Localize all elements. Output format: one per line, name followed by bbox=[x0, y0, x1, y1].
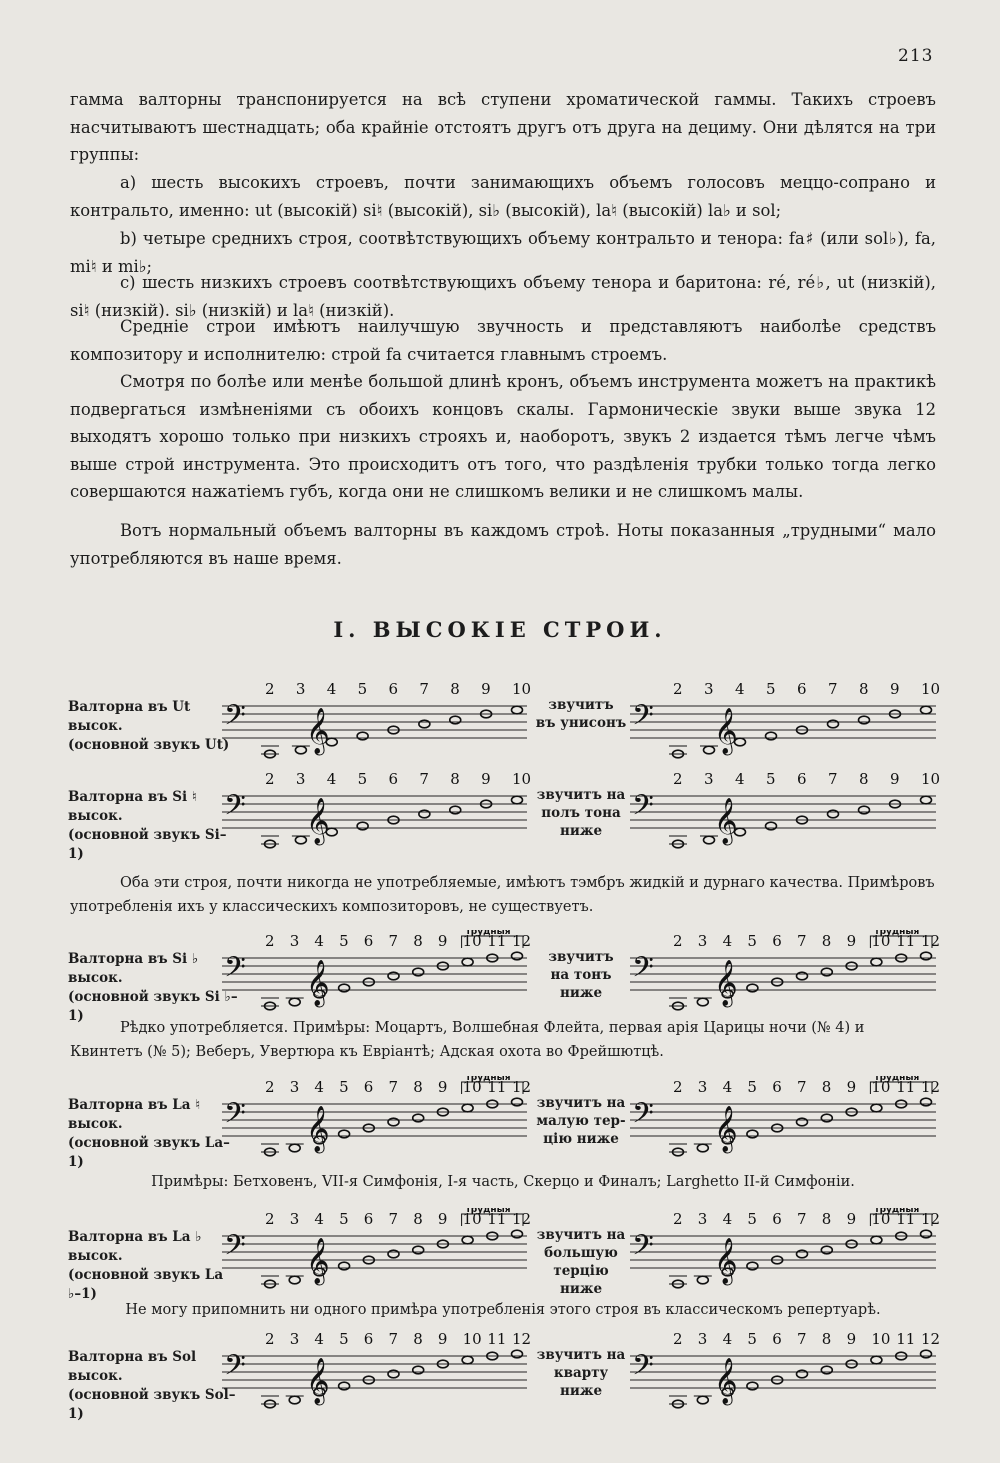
sounding-note bbox=[921, 706, 932, 714]
written-harmonic-number: 8 bbox=[413, 1078, 423, 1096]
written-note bbox=[357, 822, 368, 830]
sounding-note bbox=[828, 810, 839, 818]
sounding-note bbox=[766, 822, 777, 830]
sounds-description-line: звучитъ bbox=[548, 697, 614, 713]
sounds-description-line: звучитъ на bbox=[536, 787, 626, 803]
example-label-line: (основной звукъ Ut) bbox=[68, 737, 230, 753]
sounding-note bbox=[797, 972, 808, 980]
example-label-line: Валторна въ La ♮ bbox=[68, 1097, 201, 1113]
written-note bbox=[462, 1104, 473, 1112]
sounding-bass-clef-icon: 𝄢 bbox=[632, 951, 654, 991]
written-harmonic-number: 8 bbox=[413, 1330, 423, 1348]
sounding-harmonic-number: 4 bbox=[722, 1078, 733, 1096]
sounds-description-line: ниже bbox=[559, 823, 603, 839]
written-harmonic-number: 2 bbox=[265, 680, 275, 698]
written-staff bbox=[222, 930, 532, 1020]
note-si-flat: Рѣдко употребляется. Примѣры: Моцартъ, Волшебная Флейта, первая арія Царицы ночи (№ 4) и Квинтетъ (№ 5); Веберъ, Увертюра къ Евріантѣ; Адская охота во Фрейшютцѣ. bbox=[70, 1020, 865, 1060]
written-harmonic-number: 10 bbox=[512, 680, 532, 698]
sounding-harmonic-number: 8 bbox=[821, 1330, 832, 1348]
paragraph-middle-crooks: Средніе строи имѣютъ наилучшую звучность и представляютъ наиболѣе средствъ композитору и исполнителю: строй fa считается главнымъ строемъ. bbox=[70, 317, 936, 364]
paragraph-group-a: a) шесть высокихъ строевъ, почти занимающихъ объемъ голосовъ меццо-сопрано и контральто, именно: ut (высокій) si♮ (высокій), si♭ (высокій), la♮ (высокій) la♭ и sol; bbox=[70, 173, 936, 220]
written-note bbox=[512, 1350, 523, 1358]
written-harmonic-number: 6 bbox=[388, 770, 399, 788]
written-note bbox=[462, 1236, 473, 1244]
written-harmonic-number: 4 bbox=[326, 770, 337, 788]
written-harmonic-number: 7 bbox=[388, 1210, 399, 1228]
written-harmonic-number: 4 bbox=[314, 932, 324, 950]
written-treble-clef-icon: 𝄞 bbox=[306, 708, 330, 754]
written-harmonic-number: 5 bbox=[357, 770, 368, 788]
sounding-harmonic-number: 6 bbox=[772, 1330, 782, 1348]
written-harmonic-number: 3 bbox=[295, 770, 306, 788]
example-label-line: (основной звукъ Si ♭–1) bbox=[68, 989, 238, 1024]
sounding-note bbox=[704, 746, 715, 754]
paragraph-normal-range: Вотъ нормальный объемъ валторны въ каждомъ строѣ. Ноты показанныя „трудными“ мало употребляются въ наше время. bbox=[70, 521, 936, 568]
sounding-staff bbox=[630, 678, 942, 768]
written-note bbox=[462, 958, 473, 966]
sounding-harmonic-number: 9 bbox=[846, 1210, 857, 1228]
written-harmonic-number: 2 bbox=[265, 932, 275, 950]
sounding-note bbox=[921, 952, 932, 960]
written-harmonic-number: 8 bbox=[450, 770, 460, 788]
written-harmonic-number: 9 bbox=[437, 932, 448, 950]
example-label bbox=[68, 1348, 238, 1424]
written-harmonic-number: 9 bbox=[481, 680, 491, 698]
written-harmonic-number: 9 bbox=[437, 1078, 448, 1096]
sounding-note bbox=[697, 998, 708, 1006]
written-bass-clef-icon: 𝄢 bbox=[224, 1097, 246, 1137]
sounding-treble-clef-icon: 𝄞 bbox=[714, 708, 738, 754]
sounding-difficult-label: трудныя bbox=[874, 1076, 920, 1083]
sounding-difficult-label: трудныя bbox=[874, 930, 920, 937]
sounding-harmonic-number: 10 bbox=[871, 1330, 891, 1348]
written-treble-clef-icon: 𝄞 bbox=[306, 960, 330, 1006]
sounding-harmonic-number: 6 bbox=[772, 932, 782, 950]
written-difficult-label: трудныя bbox=[465, 930, 511, 937]
written-harmonic-number: 4 bbox=[314, 1078, 324, 1096]
sounding-harmonic-number: 7 bbox=[797, 1210, 807, 1228]
sounding-note bbox=[766, 732, 777, 740]
sounding-harmonic-number: 12 bbox=[921, 1210, 941, 1228]
written-note bbox=[413, 1366, 424, 1374]
sounding-harmonic-number: 11 bbox=[896, 1210, 916, 1228]
paragraph-group-c: c) шесть низкихъ строевъ соотвѣтствующихъ объему тенора и баритона: ré, ré♭, ut (низкій), si♮ (низкій). si♭ (низкій) и la♮ (низкій). bbox=[70, 273, 936, 320]
sounding-note bbox=[797, 1118, 808, 1126]
sounding-bass-clef-icon: 𝄢 bbox=[632, 789, 654, 829]
sounding-note bbox=[797, 1250, 808, 1258]
written-note bbox=[512, 796, 523, 804]
sounding-difficult-label: трудныя bbox=[874, 1208, 920, 1215]
written-note bbox=[289, 998, 300, 1006]
sounds-description-line: звучитъ bbox=[548, 949, 614, 965]
sounding-harmonic-number: 4 bbox=[735, 680, 745, 698]
written-note bbox=[413, 1114, 424, 1122]
sounding-harmonic-number: 11 bbox=[896, 1330, 916, 1348]
sounding-treble-clef-icon: 𝄞 bbox=[714, 1106, 738, 1152]
sounding-note bbox=[697, 1276, 708, 1284]
sounding-harmonic-number: 4 bbox=[735, 770, 745, 788]
sounding-treble-clef-icon: 𝄞 bbox=[714, 1238, 738, 1284]
sounding-note bbox=[871, 1104, 882, 1112]
written-harmonic-number: 6 bbox=[363, 932, 374, 950]
sounding-harmonic-number: 10 bbox=[871, 1210, 891, 1228]
written-note bbox=[357, 732, 368, 740]
written-staff bbox=[222, 1208, 532, 1298]
written-bass-clef-icon: 𝄢 bbox=[224, 789, 246, 829]
sounding-note bbox=[697, 1144, 708, 1152]
example-label-line: (основной звукъ La ♭–1) bbox=[68, 1267, 224, 1302]
written-harmonic-number: 3 bbox=[289, 1210, 300, 1228]
sounding-note bbox=[871, 1236, 882, 1244]
written-note bbox=[388, 972, 399, 980]
written-note bbox=[388, 1370, 399, 1378]
written-harmonic-number: 2 bbox=[265, 770, 275, 788]
sounding-note bbox=[697, 1396, 708, 1404]
written-harmonic-number: 3 bbox=[289, 1330, 300, 1348]
sounding-harmonic-number: 3 bbox=[697, 1210, 708, 1228]
sounds-description-line: цію ниже bbox=[543, 1131, 619, 1147]
written-harmonic-number: 2 bbox=[265, 1078, 275, 1096]
written-note bbox=[413, 1246, 424, 1254]
example-label-line: высок. bbox=[68, 1368, 123, 1384]
sounding-bass-clef-icon: 𝄢 bbox=[632, 1097, 654, 1137]
written-harmonic-number: 2 bbox=[265, 1330, 275, 1348]
example-label-line: высок. bbox=[68, 1248, 123, 1264]
written-harmonic-number: 8 bbox=[413, 1210, 423, 1228]
sounding-note bbox=[921, 1350, 932, 1358]
written-harmonic-number: 4 bbox=[314, 1330, 324, 1348]
sounding-staff bbox=[630, 1076, 942, 1166]
sounds-description bbox=[533, 1226, 629, 1298]
sounding-harmonic-number: 6 bbox=[772, 1078, 782, 1096]
sounding-staff bbox=[630, 930, 942, 1020]
written-harmonic-number: 8 bbox=[413, 932, 423, 950]
written-harmonic-number: 3 bbox=[289, 932, 300, 950]
sounding-bass-clef-icon: 𝄢 bbox=[632, 699, 654, 739]
sounding-harmonic-number: 8 bbox=[859, 770, 869, 788]
sounding-harmonic-number: 4 bbox=[722, 932, 733, 950]
written-difficult-label: трудныя bbox=[465, 1076, 511, 1083]
written-harmonic-number: 11 bbox=[487, 1330, 507, 1348]
written-harmonic-number: 2 bbox=[265, 1210, 275, 1228]
sounding-harmonic-number: 9 bbox=[846, 932, 857, 950]
written-note bbox=[295, 746, 306, 754]
sounding-note bbox=[747, 1130, 758, 1138]
sounding-note bbox=[871, 958, 882, 966]
written-harmonic-number: 12 bbox=[512, 932, 532, 950]
sounding-harmonic-number: 3 bbox=[704, 680, 714, 698]
written-harmonic-number: 3 bbox=[289, 1078, 300, 1096]
written-note bbox=[289, 1276, 300, 1284]
sounding-harmonic-number: 3 bbox=[704, 770, 714, 788]
sounding-harmonic-number: 11 bbox=[896, 1078, 916, 1096]
sounding-note bbox=[747, 984, 758, 992]
written-harmonic-number: 9 bbox=[481, 770, 491, 788]
sounds-description-line: ниже bbox=[559, 1383, 603, 1399]
written-note bbox=[512, 1230, 523, 1238]
example-label-line: (основной звукъ Sol–1) bbox=[68, 1387, 236, 1422]
sounding-harmonic-number: 5 bbox=[747, 1210, 757, 1228]
sounding-harmonic-number: 8 bbox=[821, 1210, 832, 1228]
note-la: Примѣры: Бетховенъ, VII-я Симфонія, I-я часть, Скерцо и Финалъ; Larghetto II-й Симфоніи. bbox=[151, 1174, 855, 1190]
sounding-harmonic-number: 7 bbox=[797, 932, 807, 950]
sounding-note bbox=[921, 1230, 932, 1238]
written-treble-clef-icon: 𝄞 bbox=[306, 798, 330, 844]
written-staff bbox=[222, 1076, 532, 1166]
example-label-line: Валторна въ Si ♮ bbox=[68, 789, 197, 805]
written-harmonic-number: 9 bbox=[437, 1330, 448, 1348]
written-harmonic-number: 11 bbox=[487, 1078, 507, 1096]
sounds-description-line: полъ тона bbox=[541, 805, 621, 821]
sounding-note bbox=[921, 1098, 932, 1106]
sounding-harmonic-number: 2 bbox=[673, 932, 683, 950]
note-ut-si: Оба эти строя, почти никогда не употребляемые, имѣютъ тэмбръ жидкій и дурнаго качества. Примѣровъ употребленія ихъ у классическихъ композиторовъ, не существуетъ. bbox=[70, 875, 935, 915]
written-harmonic-number: 5 bbox=[339, 1210, 349, 1228]
example-label bbox=[68, 788, 238, 864]
example-label-line: Валторна въ Sol bbox=[68, 1349, 197, 1365]
sounding-note bbox=[797, 1370, 808, 1378]
sounding-harmonic-number: 5 bbox=[747, 1330, 757, 1348]
written-note bbox=[450, 716, 461, 724]
sounding-harmonic-number: 3 bbox=[697, 1330, 708, 1348]
sounding-harmonic-number: 8 bbox=[859, 680, 869, 698]
sounding-note bbox=[859, 716, 870, 724]
sounding-harmonic-number: 5 bbox=[747, 932, 757, 950]
sounding-harmonic-number: 8 bbox=[821, 932, 832, 950]
section-title: I. ВЫСОКІЕ СТРОИ. bbox=[333, 617, 667, 642]
written-note bbox=[450, 806, 461, 814]
written-bass-clef-icon: 𝄢 bbox=[224, 951, 246, 991]
sounds-description-line: звучитъ на bbox=[536, 1347, 626, 1363]
written-note bbox=[512, 706, 523, 714]
written-note bbox=[462, 1356, 473, 1364]
sounding-harmonic-number: 7 bbox=[797, 1330, 807, 1348]
written-harmonic-number: 11 bbox=[487, 1210, 507, 1228]
written-harmonic-number: 8 bbox=[450, 680, 460, 698]
sounding-harmonic-number: 4 bbox=[722, 1210, 733, 1228]
sounding-note bbox=[821, 1246, 832, 1254]
sounds-description-line: звучитъ на bbox=[536, 1227, 626, 1243]
sounding-harmonic-number: 2 bbox=[673, 770, 683, 788]
sounding-note bbox=[747, 1262, 758, 1270]
example-label-line: Валторна въ Ut bbox=[68, 699, 191, 715]
written-note bbox=[339, 984, 350, 992]
written-harmonic-number: 12 bbox=[512, 1210, 532, 1228]
written-harmonic-number: 5 bbox=[357, 680, 368, 698]
example-label-line: высок. bbox=[68, 718, 123, 734]
sounding-bass-clef-icon: 𝄢 bbox=[632, 1229, 654, 1269]
sounding-staff bbox=[630, 1208, 942, 1298]
sounding-harmonic-number: 3 bbox=[697, 1078, 708, 1096]
written-treble-clef-icon: 𝄞 bbox=[306, 1358, 330, 1404]
sounding-harmonic-number: 2 bbox=[673, 680, 683, 698]
sounding-harmonic-number: 5 bbox=[766, 770, 776, 788]
sounds-description-line: большую bbox=[544, 1245, 618, 1261]
sounding-harmonic-number: 3 bbox=[697, 932, 708, 950]
sounds-description bbox=[533, 786, 629, 840]
sounding-harmonic-number: 9 bbox=[890, 770, 900, 788]
sounding-harmonic-number: 5 bbox=[766, 680, 776, 698]
written-harmonic-number: 10 bbox=[462, 1210, 482, 1228]
written-harmonic-number: 5 bbox=[339, 932, 349, 950]
paragraph-intro: гамма валторны транспонируется на всѣ ступени хроматической гаммы. Такихъ строевъ насчитываютъ шестнадцать; оба крайніе отстоятъ другъ отъ друга на дециму. Они дѣлятся на три группы: bbox=[70, 90, 936, 165]
written-harmonic-number: 6 bbox=[363, 1078, 374, 1096]
sounding-note bbox=[921, 796, 932, 804]
written-harmonic-number: 9 bbox=[437, 1210, 448, 1228]
written-harmonic-number: 11 bbox=[487, 932, 507, 950]
example-label bbox=[68, 1096, 238, 1172]
written-harmonic-number: 7 bbox=[388, 1078, 399, 1096]
written-harmonic-number: 7 bbox=[388, 1330, 399, 1348]
paragraph-group-b: b) четыре среднихъ строя, соотвѣтствующихъ объему контральто и тенора: fa♯ (или sol♭), fa, mi♮ и mi♭; bbox=[70, 229, 936, 276]
sounding-harmonic-number: 6 bbox=[772, 1210, 782, 1228]
paragraph-range: Смотря по болѣе или менѣе большой длинѣ кронъ, объемъ инструмента можетъ на практикѣ подвергаться измѣненіями съ обоихъ концовъ скалы. Гармоническіе звуки выше звука 12 выходятъ хорошо только при низкихъ строяхъ и, наоборотъ, звукъ 2 издается тѣмъ легче чѣмъ выше строй инструмента. Это происходитъ отъ того, что раздѣленія трубки только тогда легко совершаются нажатіемъ губъ, когда они не слишкомъ велики и не слишкомъ малы. bbox=[70, 372, 936, 502]
sounding-harmonic-number: 2 bbox=[673, 1210, 683, 1228]
sounds-description-line: кварту bbox=[553, 1365, 609, 1381]
sounds-description-line: терцію ниже bbox=[553, 1263, 609, 1297]
sounding-harmonic-number: 6 bbox=[797, 680, 807, 698]
sounding-note bbox=[821, 1114, 832, 1122]
sounding-staff bbox=[630, 768, 942, 858]
written-harmonic-number: 7 bbox=[419, 770, 429, 788]
written-note bbox=[388, 1118, 399, 1126]
sounding-harmonic-number: 12 bbox=[921, 932, 941, 950]
written-harmonic-number: 10 bbox=[512, 770, 532, 788]
written-harmonic-number: 4 bbox=[314, 1210, 324, 1228]
written-harmonic-number: 3 bbox=[295, 680, 306, 698]
sounding-harmonic-number: 12 bbox=[921, 1330, 941, 1348]
written-note bbox=[419, 810, 430, 818]
sounding-harmonic-number: 9 bbox=[846, 1078, 857, 1096]
written-note bbox=[512, 1098, 523, 1106]
example-label-line: высок. bbox=[68, 970, 123, 986]
written-note bbox=[339, 1130, 350, 1138]
sounding-note bbox=[871, 1356, 882, 1364]
sounds-description bbox=[533, 696, 629, 732]
written-note bbox=[388, 1250, 399, 1258]
page-number: 213 bbox=[898, 46, 934, 66]
written-harmonic-number: 12 bbox=[512, 1078, 532, 1096]
sounds-description-line: на тонъ bbox=[550, 967, 612, 983]
written-harmonic-number: 10 bbox=[462, 932, 482, 950]
example-label-line: Валторна въ Si ♭ bbox=[68, 951, 199, 967]
sounding-harmonic-number: 9 bbox=[890, 680, 900, 698]
written-staff bbox=[222, 1328, 532, 1418]
sounding-harmonic-number: 10 bbox=[871, 932, 891, 950]
written-note bbox=[419, 720, 430, 728]
sounding-harmonic-number: 10 bbox=[921, 680, 941, 698]
sounding-staff bbox=[630, 1328, 942, 1418]
sounding-note bbox=[704, 836, 715, 844]
written-harmonic-number: 10 bbox=[462, 1078, 482, 1096]
example-label bbox=[68, 698, 238, 755]
written-treble-clef-icon: 𝄞 bbox=[306, 1106, 330, 1152]
sounding-treble-clef-icon: 𝄞 bbox=[714, 960, 738, 1006]
written-harmonic-number: 12 bbox=[512, 1330, 532, 1348]
written-harmonic-number: 4 bbox=[326, 680, 337, 698]
sounding-harmonic-number: 7 bbox=[828, 770, 838, 788]
written-harmonic-number: 7 bbox=[419, 680, 429, 698]
written-note bbox=[289, 1144, 300, 1152]
sounding-harmonic-number: 2 bbox=[673, 1330, 683, 1348]
sounding-treble-clef-icon: 𝄞 bbox=[714, 798, 738, 844]
sounds-description bbox=[533, 948, 629, 1002]
written-note bbox=[413, 968, 424, 976]
note-la-flat: Не могу припомнить ни одного примѣра употребленія этого строя въ классическомъ репертуарѣ. bbox=[125, 1302, 881, 1318]
written-treble-clef-icon: 𝄞 bbox=[306, 1238, 330, 1284]
sounding-note bbox=[821, 1366, 832, 1374]
written-note bbox=[295, 836, 306, 844]
written-note bbox=[339, 1262, 350, 1270]
example-label bbox=[68, 950, 238, 1026]
sounding-note bbox=[828, 720, 839, 728]
sounds-description-line: звучитъ на bbox=[536, 1095, 626, 1111]
example-label-line: (основной звукъ La–1) bbox=[68, 1135, 230, 1170]
sounding-note bbox=[859, 806, 870, 814]
sounding-harmonic-number: 10 bbox=[871, 1078, 891, 1096]
sounding-harmonic-number: 12 bbox=[921, 1078, 941, 1096]
written-note bbox=[339, 1382, 350, 1390]
written-harmonic-number: 10 bbox=[462, 1330, 482, 1348]
sounds-description-line: ниже bbox=[559, 985, 603, 1001]
sounding-harmonic-number: 11 bbox=[896, 932, 916, 950]
written-bass-clef-icon: 𝄢 bbox=[224, 1229, 246, 1269]
example-label-line: Валторна въ La ♭ bbox=[68, 1229, 202, 1245]
sounds-description-line: въ унисонъ bbox=[535, 715, 627, 731]
sounding-harmonic-number: 7 bbox=[797, 1078, 807, 1096]
sounding-note bbox=[821, 968, 832, 976]
written-bass-clef-icon: 𝄢 bbox=[224, 1349, 246, 1389]
written-harmonic-number: 6 bbox=[388, 680, 399, 698]
written-note bbox=[512, 952, 523, 960]
sounding-bass-clef-icon: 𝄢 bbox=[632, 1349, 654, 1389]
example-label-line: (основной звукъ Si–1) bbox=[68, 827, 227, 862]
written-bass-clef-icon: 𝄢 bbox=[224, 699, 246, 739]
written-harmonic-number: 7 bbox=[388, 932, 399, 950]
sounding-harmonic-number: 10 bbox=[921, 770, 941, 788]
sounding-harmonic-number: 8 bbox=[821, 1078, 832, 1096]
written-harmonic-number: 6 bbox=[363, 1210, 374, 1228]
example-label-line: высок. bbox=[68, 1116, 123, 1132]
written-staff bbox=[222, 678, 532, 768]
example-label-line: высок. bbox=[68, 808, 123, 824]
written-harmonic-number: 6 bbox=[363, 1330, 374, 1348]
sounding-harmonic-number: 5 bbox=[747, 1078, 757, 1096]
sounding-harmonic-number: 6 bbox=[797, 770, 807, 788]
written-harmonic-number: 5 bbox=[339, 1330, 349, 1348]
sounding-harmonic-number: 9 bbox=[846, 1330, 857, 1348]
written-staff bbox=[222, 768, 532, 858]
written-difficult-label: трудныя bbox=[465, 1208, 511, 1215]
sounding-harmonic-number: 7 bbox=[828, 680, 838, 698]
sounding-note bbox=[747, 1382, 758, 1390]
sounds-description bbox=[533, 1346, 629, 1400]
written-harmonic-number: 5 bbox=[339, 1078, 349, 1096]
sounding-treble-clef-icon: 𝄞 bbox=[714, 1358, 738, 1404]
sounds-description-line: малую тер- bbox=[536, 1113, 626, 1129]
example-label bbox=[68, 1228, 238, 1304]
sounds-description bbox=[533, 1094, 629, 1148]
sounding-harmonic-number: 4 bbox=[722, 1330, 733, 1348]
written-note bbox=[289, 1396, 300, 1404]
sounding-harmonic-number: 2 bbox=[673, 1078, 683, 1096]
